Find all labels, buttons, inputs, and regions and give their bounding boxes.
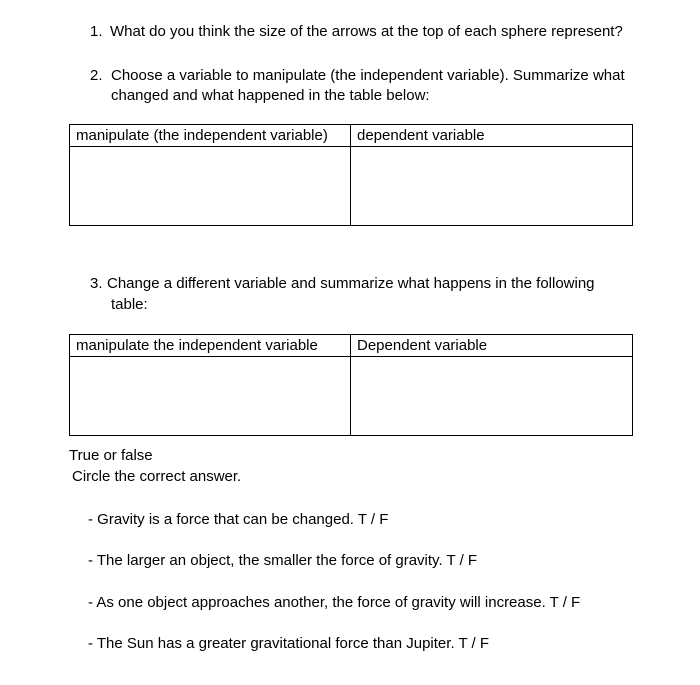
- table-2-header-independent: manipulate the independent variable: [70, 335, 351, 357]
- question-1-text: What do you think the size of the arrows at the top of each sphere represent?: [110, 23, 623, 40]
- table-1-header-dependent: dependent variable: [351, 125, 633, 147]
- answer-table-1: [69, 124, 633, 226]
- answer-table-2: [69, 334, 633, 436]
- table-1-header-independent: manipulate (the independent variable): [70, 125, 351, 147]
- question-3-text-line-1: Change a different variable and summarize what happens in the following: [107, 275, 595, 292]
- table-1-cell-dependent[interactable]: [351, 147, 633, 226]
- question-1-number: 1.: [90, 23, 103, 40]
- question-3-text-line-2: table:: [111, 296, 148, 313]
- question-2-text-line-1: Choose a variable to manipulate (the independent variable). Summarize what: [111, 67, 625, 84]
- table-2-cell-dependent[interactable]: [351, 357, 633, 436]
- statement-3[interactable]: - As one object approaches another, the force of gravity will increase. T / F: [88, 594, 581, 611]
- statement-2[interactable]: - The larger an object, the smaller the force of gravity. T / F: [88, 552, 478, 569]
- true-false-heading: True or false: [69, 447, 153, 464]
- question-2-text-line-2: changed and what happened in the table below:: [111, 87, 430, 104]
- table-2-cell-independent[interactable]: [70, 357, 351, 436]
- table-1-cell-independent[interactable]: [70, 147, 351, 226]
- statement-1[interactable]: - Gravity is a force that can be changed. T / F: [88, 511, 389, 528]
- question-2-number: 2.: [90, 67, 103, 84]
- true-false-instruction: Circle the correct answer.: [72, 468, 242, 485]
- table-2-header-dependent: Dependent variable: [351, 335, 633, 357]
- question-3-number: 3.: [90, 275, 103, 292]
- statement-4[interactable]: - The Sun has a greater gravitational force than Jupiter. T / F: [88, 635, 490, 652]
